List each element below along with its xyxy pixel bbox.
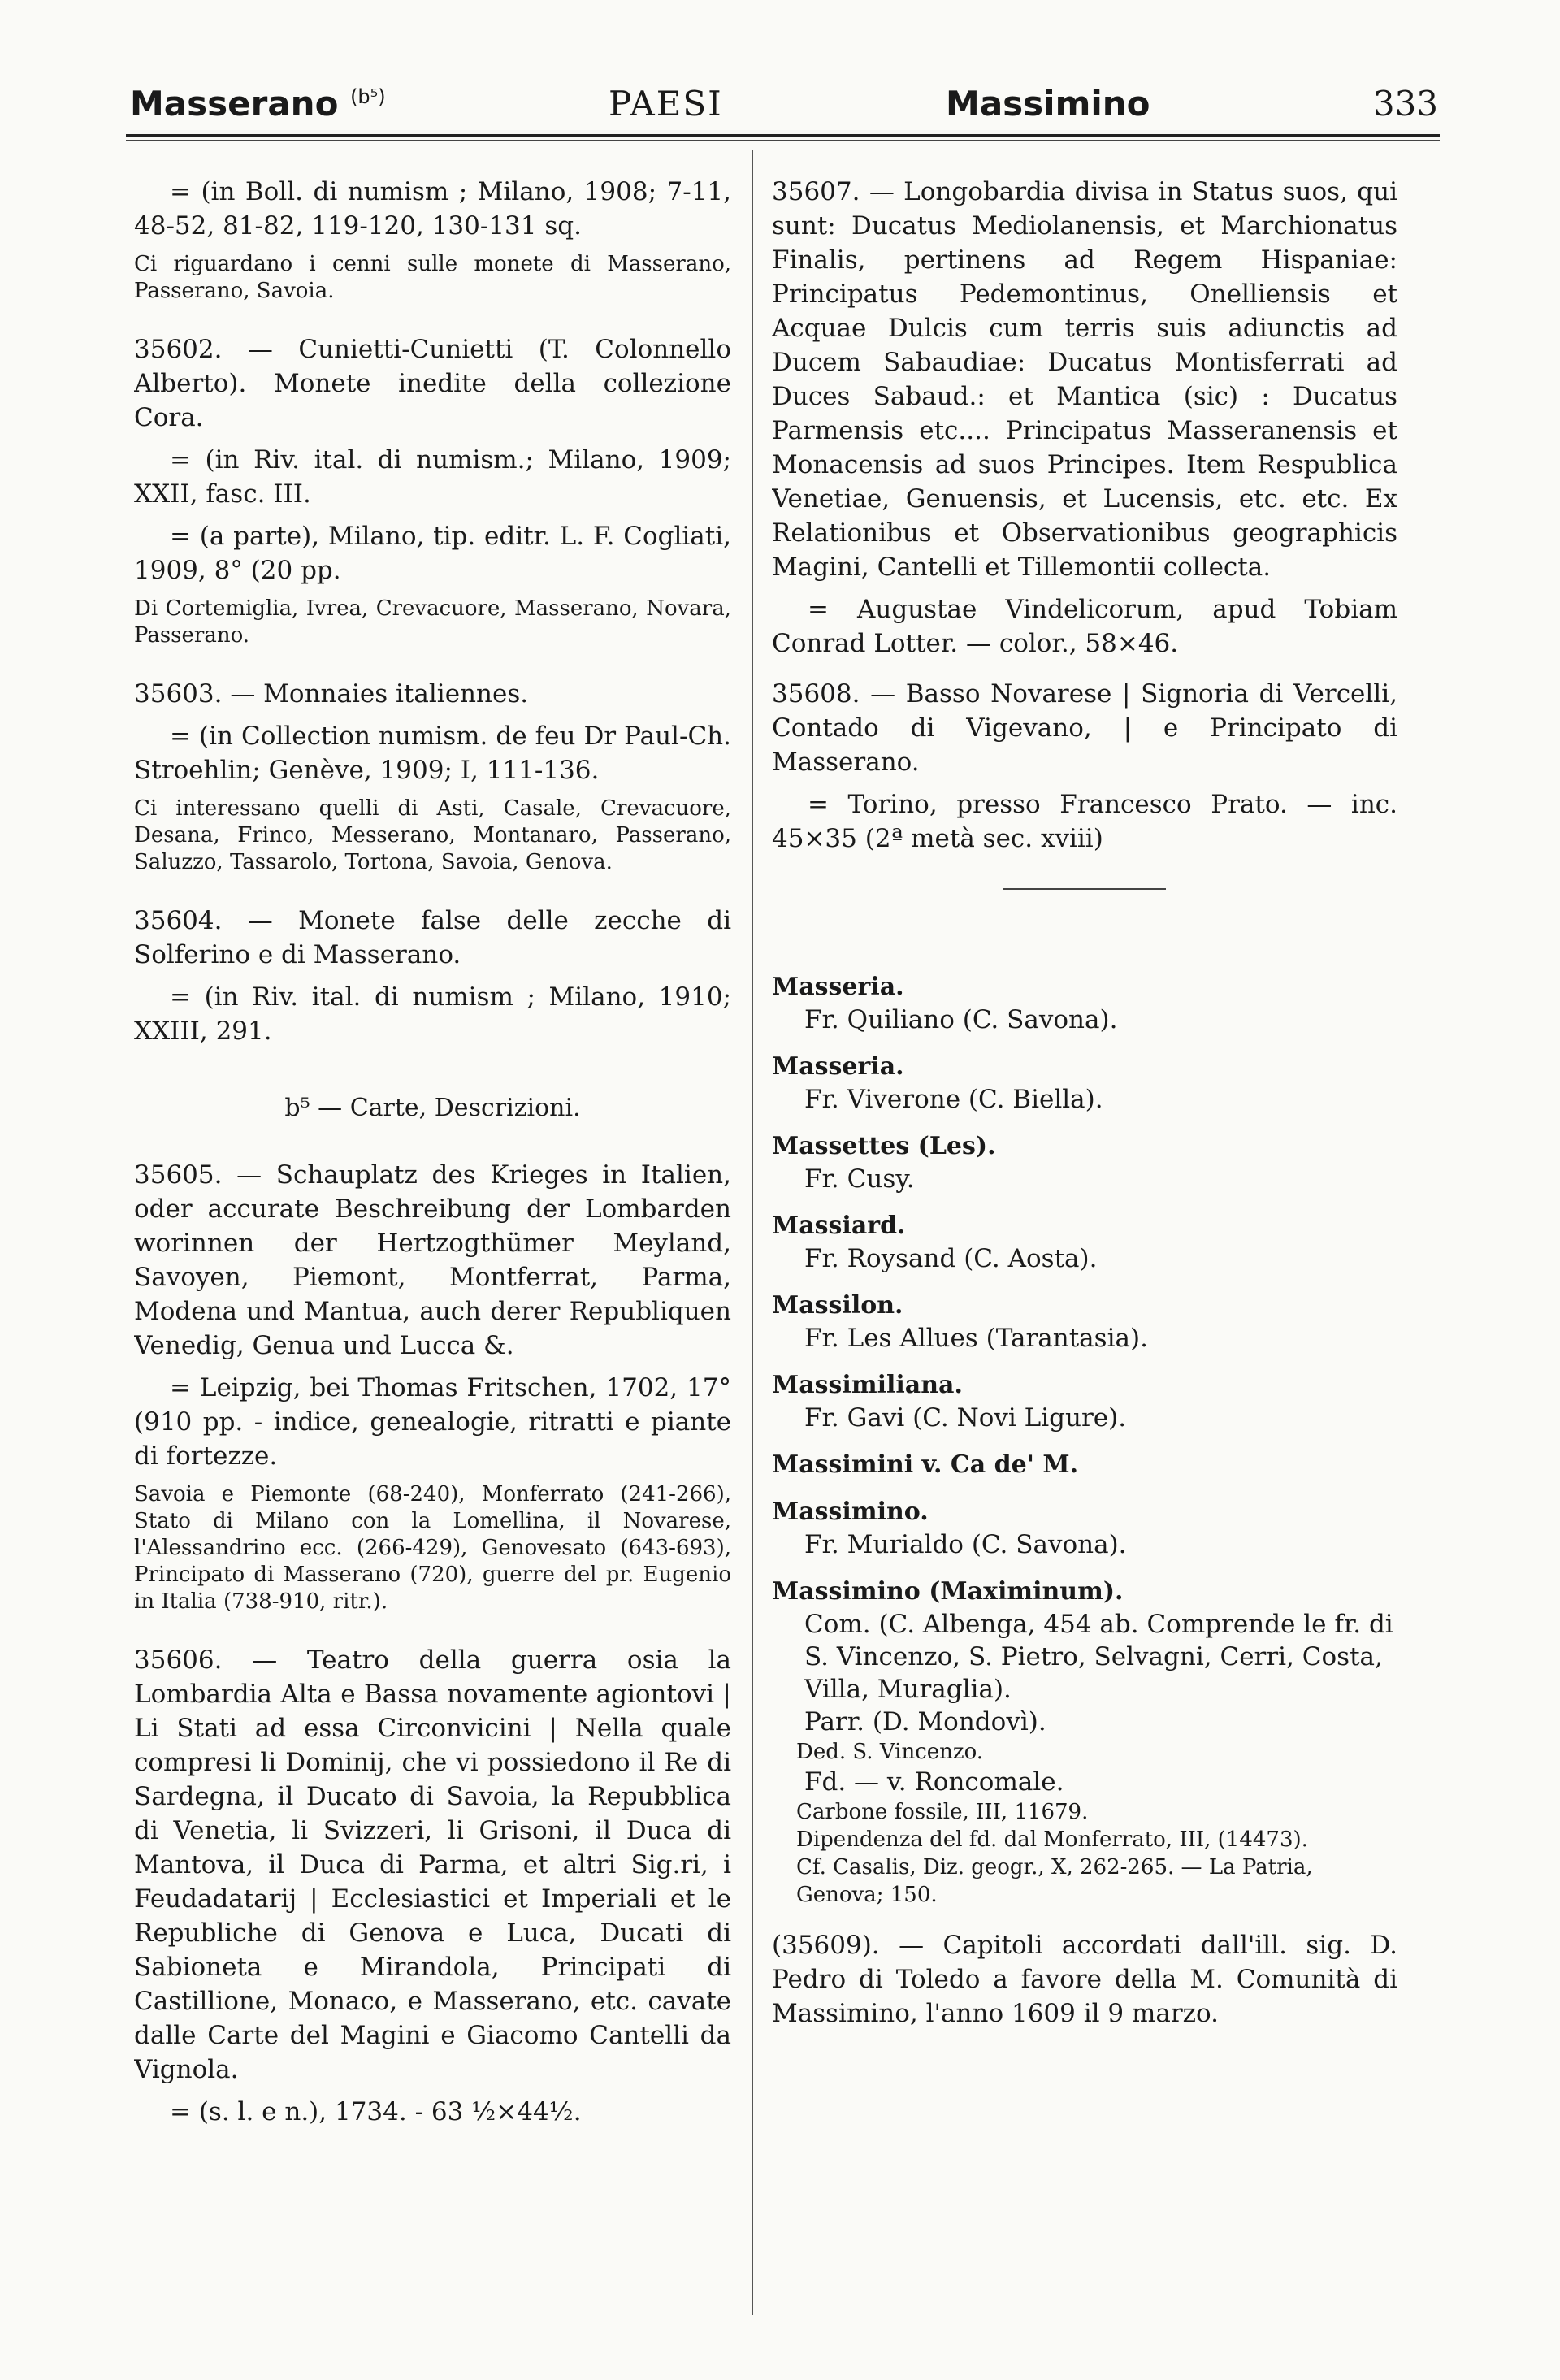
place-name: Massimiliana.	[772, 1371, 963, 1399]
note-text: Di Cortemiglia, Ivrea, Crevacuore, Masserano, Novara, Passerano.	[134, 596, 731, 648]
note-text: Savoia e Piemonte (68-240), Monferrato (241-266), Stato di Milano con la Lomellina, il Novarese, l'Alessandrino ecc. (266-429), Genovesato (643-693), Principato di Masserano (720), guerre del pr. Eugenio in Italia (738-910, ritr.).	[134, 1482, 731, 1614]
citation-line: = Torino, presso Francesco Prato. — inc. 45×35 (2ª metà sec. xviii)	[772, 790, 1398, 853]
entry-35604: 35604. — Monete false delle zecche di Solferino e di Masserano.	[134, 906, 731, 969]
place-detail: Fr. Gavi (C. Novi Ligure).	[804, 1403, 1127, 1433]
place-detail: Fr. Cusy.	[804, 1164, 915, 1194]
page-header	[130, 75, 1438, 132]
place-entry	[772, 1496, 1398, 1561]
header-left-title: Masserano	[130, 83, 339, 124]
citation-line: = (a parte), Milano, tip. editr. L. F. Cogliati, 1909, 8° (20 pp.	[134, 522, 731, 585]
place-detail: Fr. Viverone (C. Biella).	[804, 1085, 1103, 1114]
place-detail: Fr. Quiliano (C. Savona).	[804, 1005, 1118, 1034]
place-detail: Parr. (D. Mondovì).	[804, 1707, 1046, 1736]
citation-line: = (in Collection numism. de feu Dr Paul-Ch. Stroehlin; Genève, 1909; I, 111-136.	[134, 722, 731, 785]
place-name: Massimino (Maximinum).	[772, 1577, 1124, 1606]
place-name: Masseria.	[772, 973, 904, 1001]
note-text: Ci riguardano i cenni sulle monete di Masserano, Passerano, Savoia.	[134, 252, 731, 303]
place-name: Massettes (Les).	[772, 1132, 996, 1160]
note-text: Ci interessano quelli di Asti, Casale, Crevacuore, Desana, Frinco, Messerano, Montanaro, Passerano, Saluzzo, Tassarolo, Tortona, Savoia, Genova.	[134, 796, 731, 874]
place-entry	[772, 1210, 1398, 1275]
entry-35608: 35608. — Basso Novarese | Signoria di Vercelli, Contado di Vigevano, | e Principato di Masserano.	[772, 679, 1398, 777]
place-detail: Fd. — v. Roncomale.	[804, 1767, 1064, 1797]
entry-35609: (35609). — Capitoli accordati dall'ill. sig. D. Pedro di Toledo a favore della M. Comunità di Massimino, l'anno 1609 il 9 marzo.	[772, 1931, 1398, 2028]
section-heading: b⁵ — Carte, Descrizioni.	[284, 1094, 581, 1122]
place-name: Massiard.	[772, 1212, 906, 1240]
place-entry	[772, 1449, 1398, 1481]
entry-35607: 35607. — Longobardia divisa in Status suos, qui sunt: Ducatus Mediolanensis, et Marchionatus Finalis, pertinens ad Regem Hispaniae: Principatus Pedemontinus, Onelliensis et Acquae Dulcis cum terris suis adiunctis ad Ducem Sabaudiae: Ducatus Montisferrati ad Duces Sabaud.: et Mantica (sic) : Ducatus Parmensis etc.... Principatus Masseranensis et Monacensis ad suos Principes. Item Respublica Venetiae, Genuensis, et Lucensis, etc. etc. Ex Relationibus et Observationibus geographicis Magini, Cantelli et Tillemontii collecta.	[772, 177, 1398, 582]
place-name: Massimini v. Ca de' M.	[772, 1450, 1079, 1479]
place-list	[772, 971, 1398, 1909]
separator-rule	[1003, 888, 1166, 890]
citation-line: = Leipzig, bei Thomas Fritschen, 1702, 17° (910 pp. - indice, genealogie, ritratti e piante di fortezze.	[134, 1373, 731, 1471]
citation-line: = Augustae Vindelicorum, apud Tobiam Conrad Lotter. — color., 58×46.	[772, 595, 1398, 658]
citation-line: = (in Riv. ital. di numism.; Milano, 1909; XXII, fasc. III.	[134, 445, 731, 509]
right-column	[772, 175, 1398, 2331]
header-right: Massimino	[946, 83, 1150, 124]
header-center: PAESI	[608, 83, 723, 124]
entry-35602: 35602. — Cunietti-Cunietti (T. Colonnello Alberto). Monete inedite della collezione Cora.	[134, 335, 731, 432]
left-column	[134, 175, 731, 2331]
page-number: 333	[1372, 83, 1438, 124]
header-rule	[126, 134, 1440, 137]
place-entry	[772, 1290, 1398, 1355]
place-detail: Fr. Roysand (C. Aosta).	[804, 1244, 1098, 1273]
place-detail: Cf. Casalis, Diz. geogr., X, 262-265. — La Patria, Genova; 150.	[796, 1855, 1313, 1907]
entry-35606: 35606. — Teatro della guerra osia la Lombardia Alta e Bassa novamente agiontovi | Li Stati ad essa Circonvicini | Nella quale compresi li Dominij, che vi possiedono il Re di Sardegna, il Ducato di Savoia, la Repubblica di Venetia, li Svizzeri, li Grisoni, il Duca di Mantova, il Duca di Parma, et altri Sig.ri, i Feudadatarij | Ecclesiastici et Imperiali et le Republiche di Genova e Luca, Ducati di Sabioneta e Mirandola, Principati di Castillione, Monaco, e Masserano, etc. cavate dalle Carte del Magini e Giacomo Cantelli da Vignola.	[134, 1645, 731, 2084]
place-detail: Ded. S. Vincenzo.	[796, 1740, 984, 1764]
place-entry	[772, 1130, 1398, 1195]
place-detail: Fr. Murialdo (C. Savona).	[804, 1530, 1127, 1559]
place-detail: Carbone fossile, III, 11679.	[796, 1800, 1089, 1824]
entry-35603: 35603. — Monnaies italiennes.	[134, 679, 529, 709]
place-entry	[772, 1576, 1398, 1909]
place-detail: Com. (C. Albenga, 454 ab. Comprende le fr. di S. Vincenzo, S. Pietro, Selvagni, Cerri, Costa, Villa, Muraglia).	[804, 1610, 1393, 1704]
entry-35605: 35605. — Schauplatz des Krieges in Italien, oder accurate Beschreibung der Lombarden worinnen der Hertzogthümer Meyland, Savoyen, Piemont, Montferrat, Parma, Modena und Mantua, auch derer Republiquen Venedig, Genua und Lucca &.	[134, 1160, 731, 1360]
place-entry	[772, 971, 1398, 1036]
place-detail: Dipendenza del fd. dal Monferrato, III, (14473).	[796, 1827, 1308, 1852]
citation-line: = (s. l. e n.), 1734. - 63 ½×44½.	[170, 2097, 582, 2126]
place-name: Massilon.	[772, 1291, 904, 1320]
column-divider	[752, 150, 753, 2315]
place-name: Massimino.	[772, 1498, 929, 1526]
header-left	[130, 84, 386, 124]
place-name: Masseria.	[772, 1052, 904, 1081]
place-entry	[772, 1051, 1398, 1116]
citation-line: = (in Boll. di numism ; Milano, 1908; 7-11, 48-52, 81-82, 119-120, 130-131 sq.	[134, 177, 731, 241]
place-detail: Fr. Les Allues (Tarantasia).	[804, 1324, 1148, 1353]
header-rule-thin	[126, 140, 1440, 141]
place-entry	[772, 1369, 1398, 1434]
citation-line: = (in Riv. ital. di numism ; Milano, 1910; XXIII, 291.	[134, 982, 731, 1046]
header-left-sup: (b⁵)	[350, 85, 386, 108]
